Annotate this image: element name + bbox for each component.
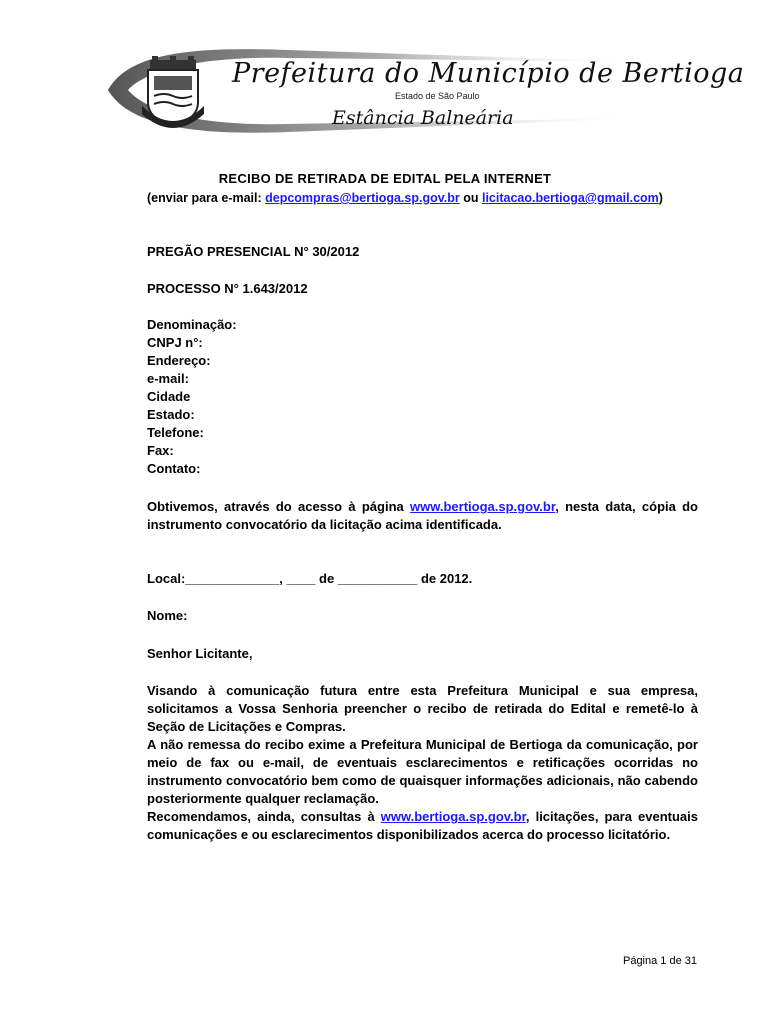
nome-line: Nome: xyxy=(147,608,188,623)
email-mid: ou xyxy=(459,191,482,205)
obtivemos-paragraph xyxy=(147,498,698,534)
page-number: Página 1 de 31 xyxy=(622,955,697,967)
field-email: e-mail: xyxy=(147,371,189,386)
body-text xyxy=(147,682,698,844)
site-link-2[interactable]: www.bertioga.sp.gov.br xyxy=(380,809,526,824)
pregao-number: PREGÃO PRESENCIAL N° 30/2012 xyxy=(147,244,360,259)
header-title: Prefeitura do Município de Bertioga xyxy=(232,58,745,89)
header-motto: Estância Balneária xyxy=(332,107,514,129)
recomendamos-paragraph xyxy=(147,808,698,844)
visando-paragraph: Visando à comunicação futura entre esta Prefeitura Municipal e sua empresa, solicitamos a Vossa Senhoria preencher o recibo de retirada do Edital e remetê-lo à Seção de Licitações e Compras. xyxy=(147,683,698,734)
site-link[interactable]: www.bertioga.sp.gov.br xyxy=(410,499,556,514)
field-fax: Fax: xyxy=(147,443,174,458)
municipal-coat-of-arms-icon xyxy=(140,56,206,130)
local-line: Local:_____________, ____ de ___________ de 2012. xyxy=(147,571,473,586)
field-cidade: Cidade xyxy=(147,389,191,404)
recomendamos-text-b: , licitações, para eventuais comunicações e ou esclarecimentos disponibilizados acerca do processo licitatório. xyxy=(147,809,698,842)
field-telefone: Telefone: xyxy=(147,425,204,440)
email-link-licitacao[interactable]: licitacao.bertioga@gmail.com xyxy=(481,191,659,205)
email-prefix: (enviar para e-mail: xyxy=(147,191,266,205)
field-estado: Estado: xyxy=(147,407,195,422)
field-denominacao: Denominação: xyxy=(147,317,237,332)
email-suffix: ) xyxy=(658,191,663,205)
field-contato: Contato: xyxy=(147,461,201,476)
email-instruction xyxy=(147,191,663,205)
salutation: Senhor Licitante, xyxy=(147,646,253,661)
email-link-depcompras[interactable]: depcompras@bertioga.sp.gov.br xyxy=(265,191,460,205)
obtivemos-text-b: , nesta data, cópia do instrumento convocatório da licitação acima identificada. xyxy=(147,499,698,532)
field-cnpj: CNPJ n°: xyxy=(147,335,203,350)
field-endereco: Endereço: xyxy=(147,353,211,368)
recomendamos-text-a: Recomendamos, ainda, consultas à xyxy=(147,809,381,824)
document-title: RECIBO DE RETIRADA DE EDITAL PELA INTERNET xyxy=(218,171,552,186)
remessa-paragraph: A não remessa do recibo exime a Prefeitura Municipal de Bertioga da comunicação, por meio de fax ou e-mail, de eventuais esclarecimentos e retificações ocorridas no instrumento convocatório bem como de quaisquer informações adicionais, não cabendo posteriormente qualquer reclamação. xyxy=(147,737,698,806)
header-state: Estado de São Paulo xyxy=(395,91,480,101)
processo-number: PROCESSO N° 1.643/2012 xyxy=(147,281,308,296)
obtivemos-text-a: Obtivemos, através do acesso à página xyxy=(147,499,411,514)
